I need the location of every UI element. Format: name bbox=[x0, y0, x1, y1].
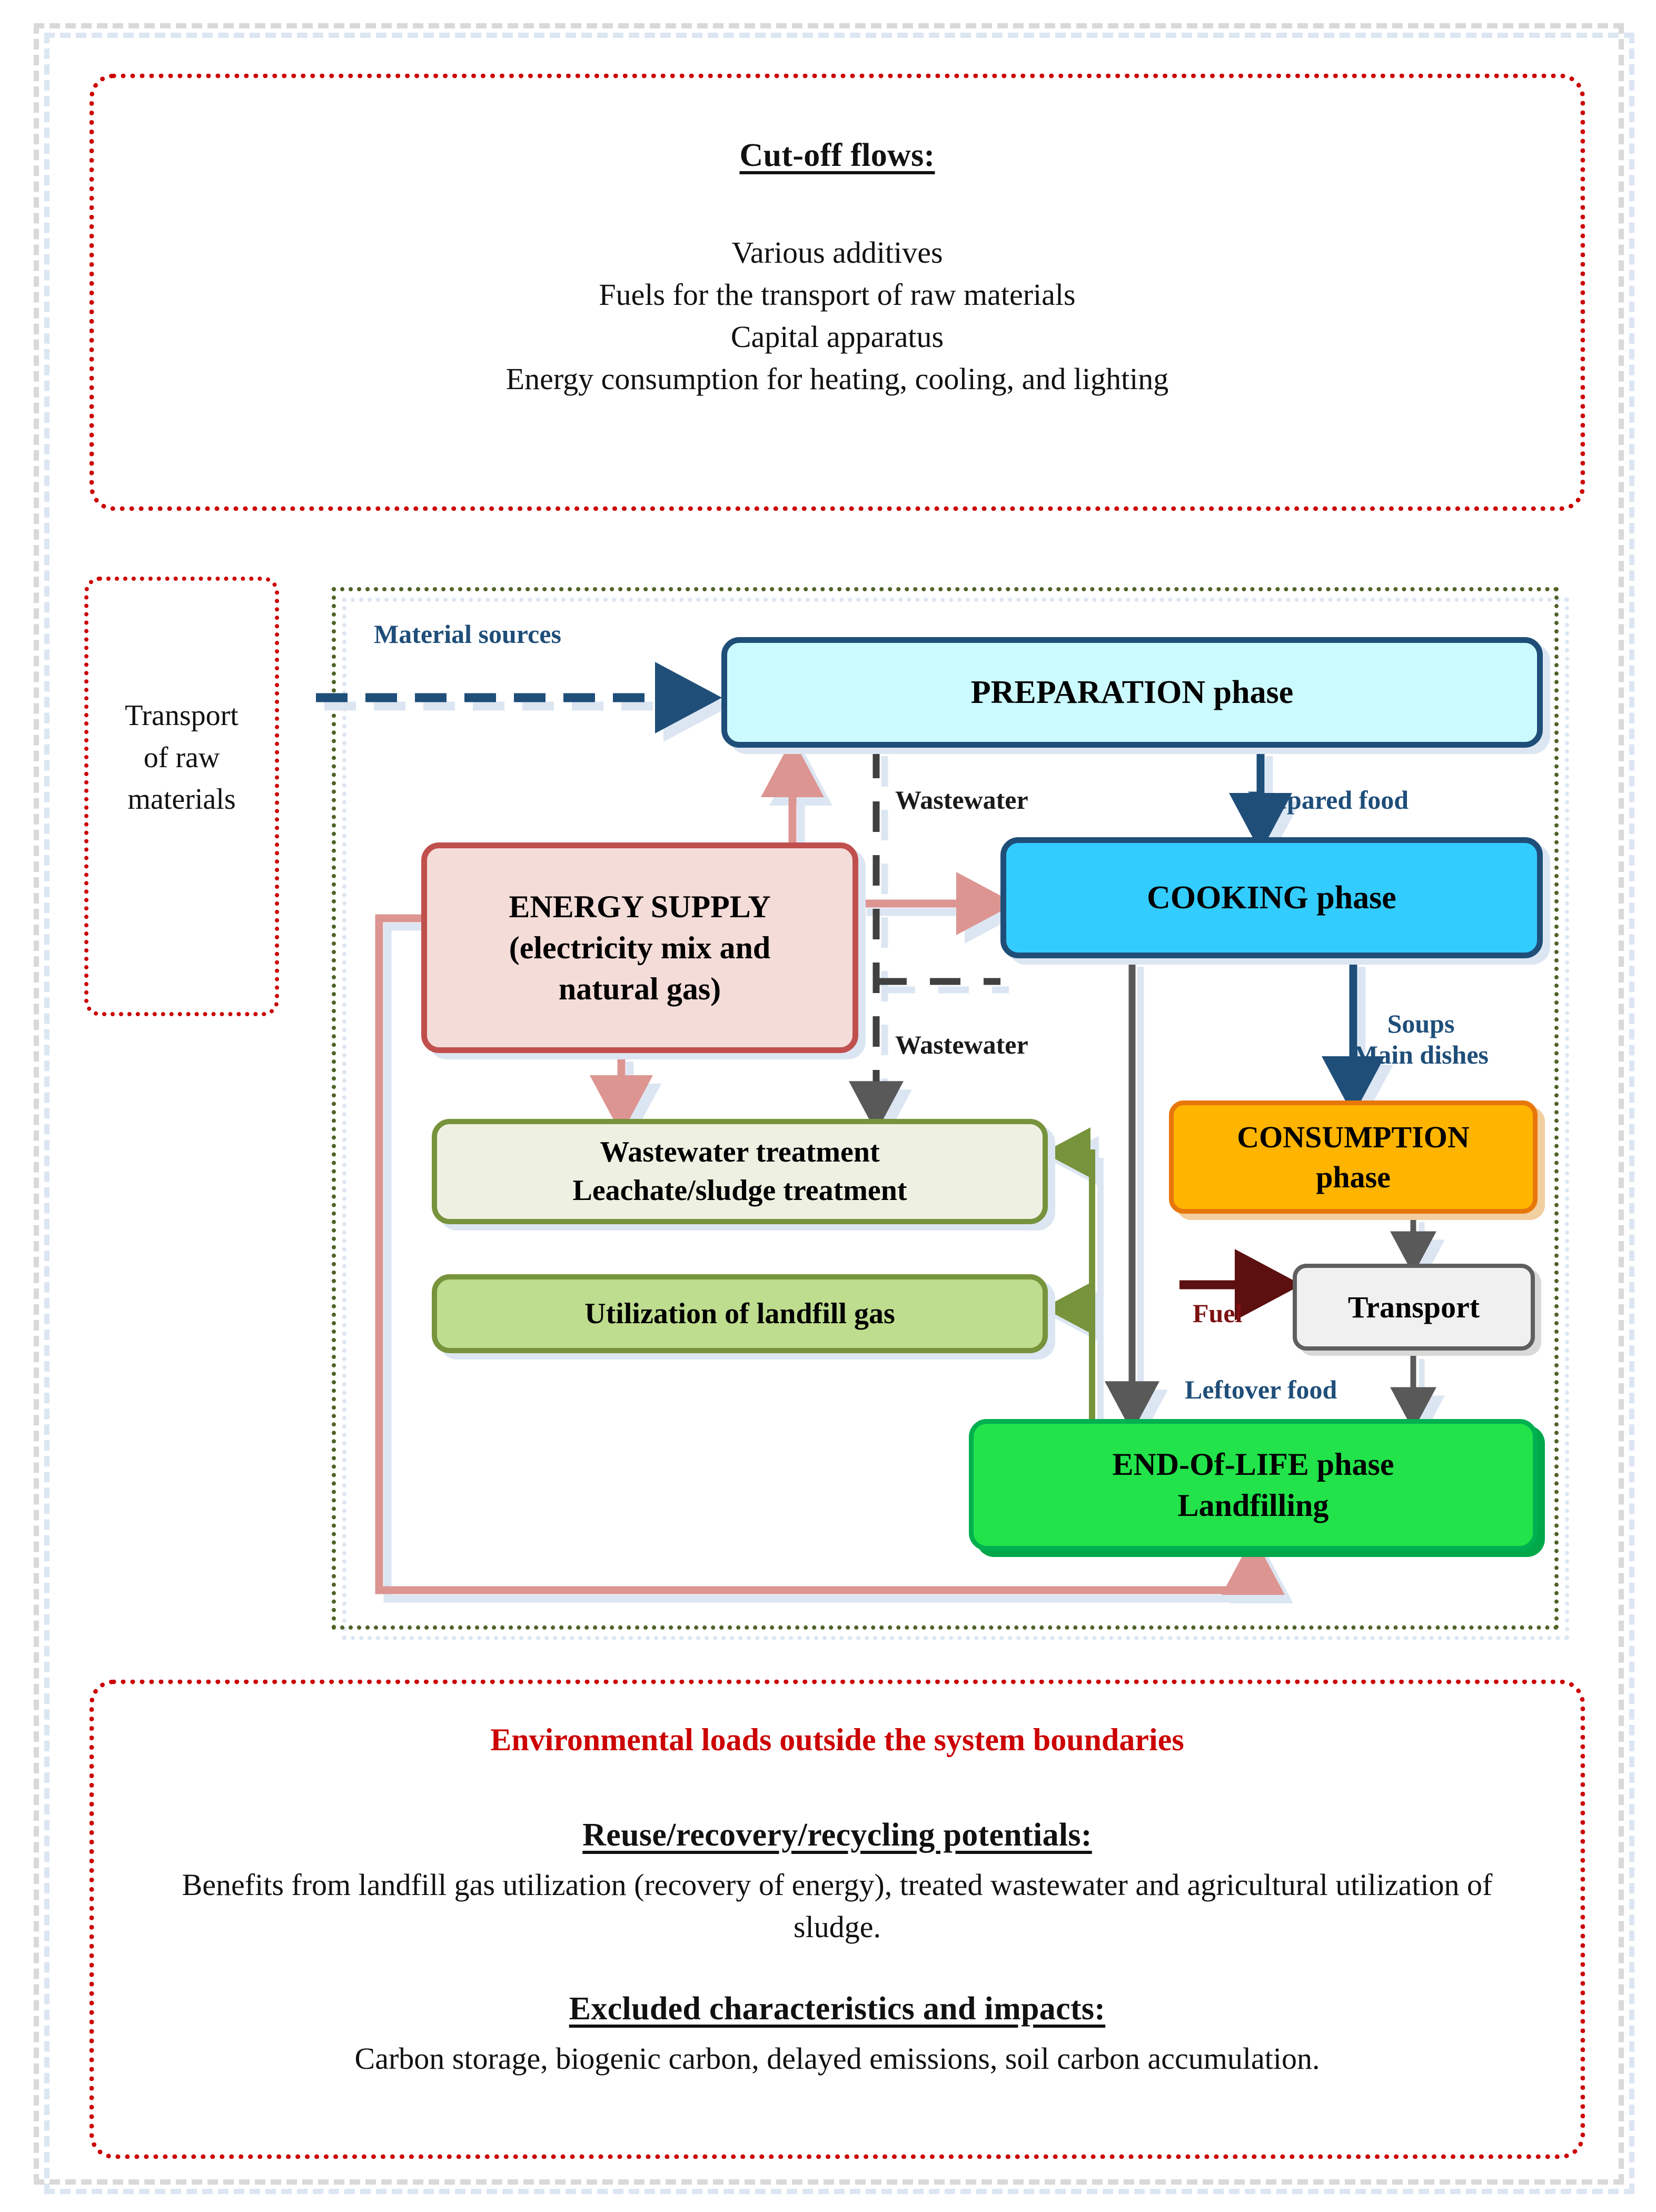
environmental-loads-title: Environmental loads outside the system boundaries bbox=[490, 1722, 1184, 1757]
flow-eol-to-landfill-gas bbox=[1055, 1153, 1092, 1308]
label-leftover-food: Leftover food bbox=[1185, 1375, 1337, 1404]
label-fuel: Fuel bbox=[1193, 1298, 1243, 1328]
box-energy-supply[interactable] bbox=[421, 842, 858, 1053]
box-consumption-label: CONSUMPTION phase bbox=[1237, 1120, 1470, 1194]
flow-eol-to-wwt bbox=[1055, 1308, 1092, 1420]
transport-of-raw-materials-label: Transport of raw materials bbox=[125, 699, 239, 816]
label-soups-main-dishes: Soups Main dishes bbox=[1353, 1009, 1489, 1069]
box-preparation-label: PREPARATION phase bbox=[970, 674, 1294, 710]
box-landfill-gas-label: Utilization of landfill gas bbox=[584, 1297, 895, 1330]
cut-off-flow-item: Various additives bbox=[731, 235, 943, 270]
box-wastewater-treatment-label: Wastewater treatment Leachate/sludge treatment bbox=[572, 1136, 907, 1207]
cut-off-flows-list bbox=[90, 232, 1585, 400]
box-consumption-phase[interactable] bbox=[1169, 1100, 1538, 1214]
cut-off-flow-item: Energy consumption for heating, cooling, and lighting bbox=[505, 362, 1169, 396]
reuse-recovery-text: Benefits from landfill gas utilization (recovery of energy), treated wastewater and agricultural utilization of sludge. bbox=[182, 1868, 1493, 1945]
box-cooking-phase[interactable] bbox=[1000, 837, 1543, 958]
excluded-characteristics-text: Carbon storage, biogenic carbon, delayed emissions, soil carbon accumulation. bbox=[354, 2041, 1320, 2076]
label-wastewater-preparation: Wastewater bbox=[895, 785, 1028, 815]
box-end-of-life-label: END-Of-LIFE phase Landfilling bbox=[1112, 1447, 1394, 1523]
box-wastewater-treatment[interactable] bbox=[432, 1119, 1048, 1224]
box-transport-label: Transport bbox=[1347, 1289, 1480, 1324]
box-cooking-label: COOKING phase bbox=[1147, 879, 1396, 916]
excluded-characteristics-subtitle: Excluded characteristics and impacts: bbox=[569, 1991, 1106, 2027]
reuse-recovery-subtitle: Reuse/recovery/recycling potentials: bbox=[582, 1817, 1092, 1853]
box-preparation-phase[interactable] bbox=[721, 637, 1543, 748]
label-material-sources: Material sources bbox=[374, 619, 561, 649]
cut-off-flows-title: Cut-off flows: bbox=[739, 137, 935, 173]
cut-off-flow-item: Fuels for the transport of raw materials bbox=[599, 277, 1076, 312]
box-landfill-gas-utilization[interactable] bbox=[432, 1274, 1048, 1353]
label-prepared-food: Prepared food bbox=[1248, 785, 1409, 815]
box-energy-supply-label: ENERGY SUPPLY (electricity mix and natural gas) bbox=[509, 889, 771, 1006]
label-wastewater-cooking: Wastewater bbox=[895, 1030, 1028, 1059]
cut-off-flow-item: Capital apparatus bbox=[730, 320, 944, 354]
box-end-of-life-phase[interactable] bbox=[969, 1419, 1538, 1551]
box-transport[interactable] bbox=[1293, 1264, 1535, 1351]
